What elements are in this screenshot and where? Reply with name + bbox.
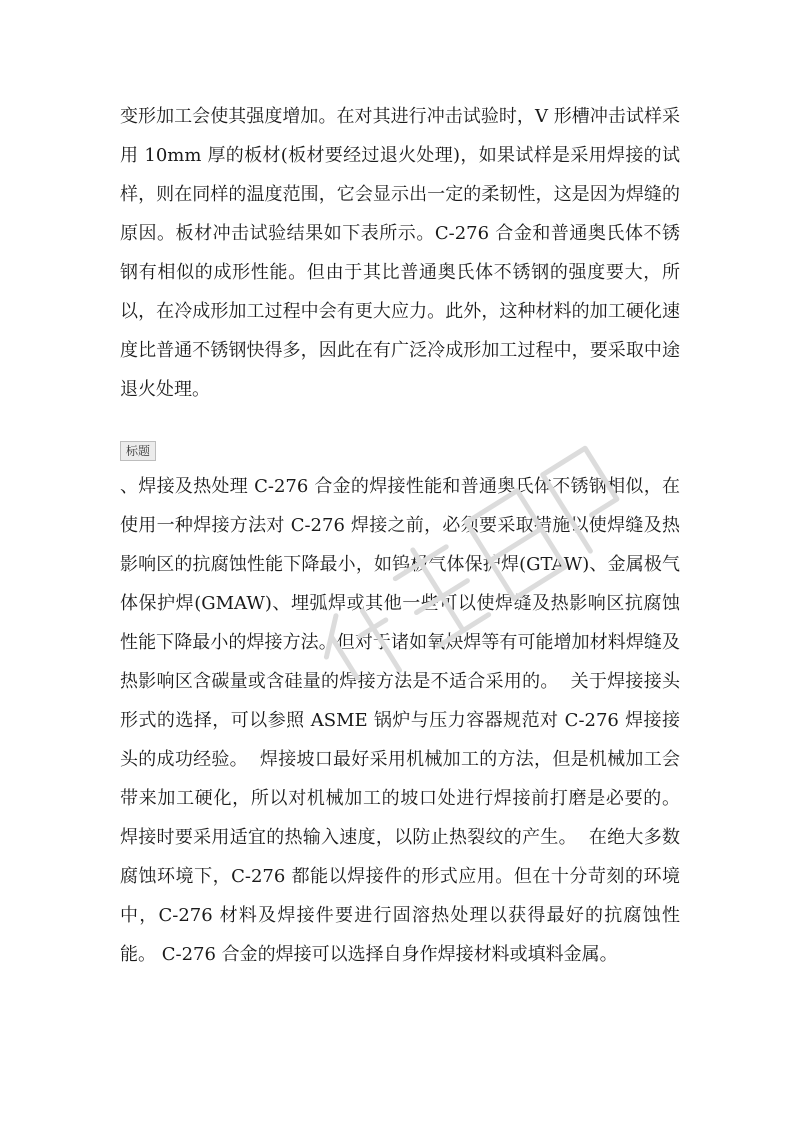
- heading-style-tag[interactable]: 标题: [120, 441, 156, 461]
- body-paragraph-1: 变形加工会使其强度增加。在对其进行冲击试验时，V 形槽冲击试样采用 10mm 厚的板材(板材要经过退火处理)，如果试样是采用焊接的试样，则在同样的温度范围，它会显示出一定的柔韧性，这是因为焊缝的原因。板材冲击试验结果如下表所示。C-276 合金和普通奥氏体不锈钢有相似的成形性能。但由于其比普通奥氏体不锈钢的强度要大，所以，在冷成形加工过程中会有更大应力。此外，这种材料的加工硬化速度比普通不锈钢快得多，因此在有广泛冷成形加工过程中，要采取中途退火处理。: [120, 106, 680, 400]
- body-paragraph-2: 、焊接及热处理 C-276 合金的焊接性能和普通奥氏体不锈钢相似，在使用一种焊接方法对 C-276 焊接之前，必须要采取措施以使焊缝及热影响区的抗腐蚀性能下降最小，如钨极气体保护焊(GTAW)、金属极气体保护焊(GMAW)、埋弧焊或其他一些可以使焊缝及热影响区抗腐蚀性能下降最小的焊接方法。但对于诸如氧炔焊等有可能增加材料焊缝及热影响区含碳量或含硅量的焊接方法是不适合采用的。 关于焊接接头形式的选择，可以参照 ASME 锅炉与压力容器规范对 C-276 焊接接头的成功经验。 焊接坡口最好采用机械加工的方法，但是机械加工会带来加工硬化，所以对机械加工的坡口处进行焊接前打磨是必要的。 焊接时要采用适宜的热输入速度，以防止热裂纹的产生。 在绝大多数腐蚀环境下，C-276 都能以焊接件的形式应用。但在十分苛刻的环境中，C-276 材料及焊接件要进行固溶热处理以获得最好的抗腐蚀性能。 C-276 合金的焊接可以选择自身作焊接材料或填料金属。: [120, 476, 692, 965]
